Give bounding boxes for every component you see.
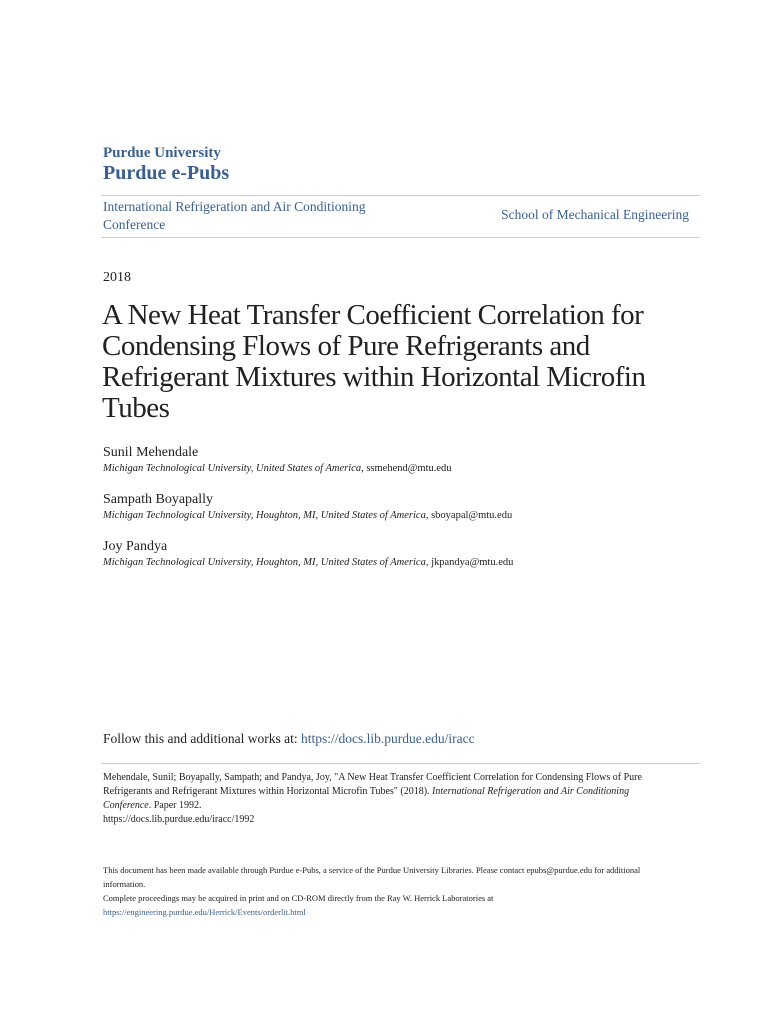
proceedings-text: Complete proceedings may be acquired in print and on CD-ROM directly from the Ray W. Herrick Laboratories at	[103, 893, 494, 903]
author-email: , sboyapal@mtu.edu	[425, 510, 513, 521]
recommended-citation	[103, 771, 673, 827]
author-name[interactable]: Joy Pandya	[103, 539, 168, 554]
series-link[interactable]: International Refrigeration and Air Conditioning Conference	[103, 199, 366, 232]
availability-notice	[103, 863, 678, 919]
citation-text: Mehendale, Sunil; Boyapally, Sampath; and Pandya, Joy, "A New Heat Transfer Coefficient Correlation for Condensing Flows of Pure Refrigerants and Refrigerant Mixtures within Horizontal Microfin Tubes" (2018).	[103, 772, 642, 797]
affiliation-text: Michigan Technological University, United States of America	[103, 463, 362, 474]
citation-journal: International Refrigeration and Air Conditioning Conference	[103, 786, 630, 811]
author-entry	[103, 443, 723, 476]
author-affiliation	[103, 509, 723, 523]
university-name[interactable]: Purdue University	[103, 145, 221, 161]
author-entry	[103, 537, 723, 570]
follow-text: Follow this and additional works at:	[103, 731, 301, 746]
author-name[interactable]: Sunil Mehendale	[103, 445, 199, 460]
author-list	[103, 443, 723, 584]
citation-divider	[101, 763, 700, 764]
header-divider-top	[101, 195, 700, 196]
publication-year: 2018	[103, 270, 131, 285]
follow-link[interactable]: https://docs.lib.purdue.edu/iracc	[301, 731, 475, 746]
author-affiliation	[103, 462, 723, 476]
citation-paper-number: . Paper 1992.	[148, 800, 202, 811]
affiliation-text: Michigan Technological University, Houghton, MI, United States of America	[103, 510, 426, 521]
affiliation-text: Michigan Technological University, Houghton, MI, United States of America	[103, 557, 426, 568]
notice-text: This document has been made available through Purdue e-Pubs, a service of the Purdue University Libraries. Please contact epubs@purdue.edu for additional information.	[103, 865, 641, 889]
author-name[interactable]: Sampath Boyapally	[103, 492, 214, 507]
follow-line	[103, 731, 475, 747]
author-email: , ssmehend@mtu.edu	[361, 463, 452, 474]
department-link[interactable]: School of Mechanical Engineering	[501, 207, 689, 222]
citation-url: https://docs.lib.purdue.edu/iracc/1992	[103, 814, 255, 825]
author-entry	[103, 490, 723, 523]
author-email: , jkpandya@mtu.edu	[425, 557, 514, 568]
repository-name[interactable]: Purdue e-Pubs	[103, 162, 230, 184]
author-affiliation	[103, 556, 723, 570]
paper-title: A New Heat Transfer Coefficient Correlation for Condensing Flows of Pure Refrigerants and Refrigerant Mixtures within Horizontal Microfin Tubes	[102, 299, 646, 424]
proceedings-link[interactable]: https://engineering.purdue.edu/Herrick/Events/orderlit.html	[103, 907, 306, 917]
header-divider-bottom	[101, 237, 700, 238]
